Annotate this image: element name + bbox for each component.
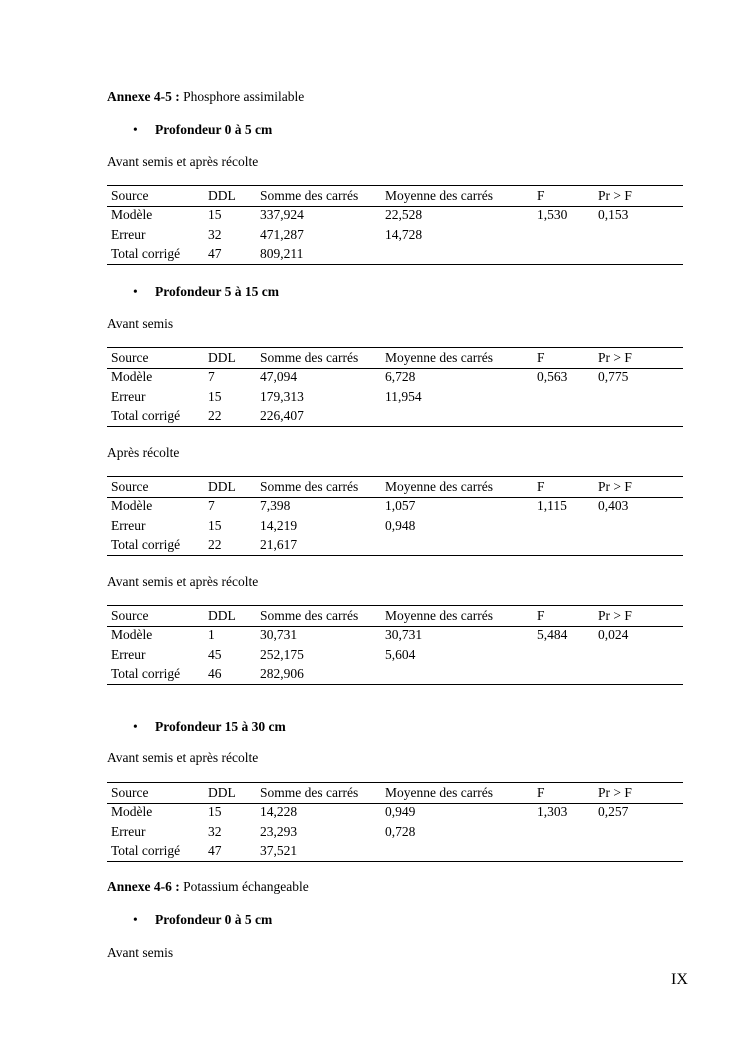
table-header-cell: Moyenne des carrés — [385, 785, 493, 800]
table-cell: 46 — [208, 666, 222, 681]
table-row — [107, 498, 683, 517]
table-cell: 6,728 — [385, 369, 416, 384]
table-header-cell: Moyenne des carrés — [385, 608, 493, 623]
table-cell: Erreur — [111, 646, 146, 662]
table-header-cell: Moyenne des carrés — [385, 350, 493, 365]
table-row — [107, 389, 683, 408]
table-cell: 1,057 — [385, 498, 416, 513]
table-cell: 32 — [208, 823, 222, 839]
table-cell: 0,728 — [385, 823, 416, 839]
table-cell: Erreur — [111, 823, 146, 839]
table-cell: Modèle — [111, 207, 153, 222]
table-cell: Modèle — [111, 804, 153, 819]
table-header-cell: Moyenne des carrés — [385, 479, 493, 494]
table-row — [107, 246, 683, 265]
page-number: IX — [671, 971, 688, 988]
table-header-cell: Pr > F — [598, 785, 632, 800]
table-cell: Erreur — [111, 226, 146, 242]
table-row — [107, 518, 683, 537]
table-cell: 7 — [208, 369, 215, 384]
subsection-label: Après récolte — [107, 445, 180, 460]
table-cell: Erreur — [111, 517, 146, 533]
depth-heading — [133, 719, 286, 735]
table-rule-top — [107, 605, 683, 606]
annex-label: Annexe 4-6 : — [107, 879, 180, 894]
table-cell: 15 — [208, 804, 222, 819]
depth-heading — [133, 284, 279, 300]
table-rule-top — [107, 782, 683, 783]
table-header-cell: F — [537, 785, 545, 800]
table-cell: 5,484 — [537, 627, 568, 642]
table-row — [107, 627, 683, 646]
table-header-row — [107, 785, 683, 804]
table-header-cell: DDL — [208, 350, 236, 365]
table-row — [107, 647, 683, 666]
table-cell: 282,906 — [260, 666, 304, 681]
table-cell: 23,293 — [260, 823, 298, 839]
table-header-cell: Pr > F — [598, 608, 632, 623]
table-cell: 0,257 — [598, 804, 629, 819]
table-cell: Modèle — [111, 498, 153, 513]
bullet-icon: • — [133, 122, 138, 137]
table-cell: 45 — [208, 646, 222, 662]
annex-title: Phosphore assimilable — [183, 89, 305, 104]
table-cell: Erreur — [111, 388, 146, 404]
table-cell: Total corrigé — [111, 843, 181, 858]
table-cell: 30,731 — [385, 627, 423, 642]
table-cell: Modèle — [111, 369, 153, 384]
table-header-cell: F — [537, 350, 545, 365]
table-header-cell: Source — [111, 608, 149, 623]
table-cell: 226,407 — [260, 408, 304, 423]
depth-heading — [133, 122, 272, 138]
depth-heading — [133, 912, 272, 928]
table-rule-top — [107, 347, 683, 348]
subsection-label: Avant semis et après récolte — [107, 574, 259, 589]
table-row — [107, 666, 683, 685]
table-cell: 7 — [208, 498, 215, 513]
table-cell: 337,924 — [260, 207, 304, 222]
table-cell: 1,530 — [537, 207, 568, 222]
table-header-cell: Somme des carrés — [260, 785, 359, 800]
table-header-cell: Source — [111, 479, 149, 494]
table-header-cell: F — [537, 479, 545, 494]
table-header-cell: DDL — [208, 188, 236, 203]
table-cell: 7,398 — [260, 498, 291, 513]
table-cell: 0,153 — [598, 207, 629, 222]
table-cell: 1,115 — [537, 498, 567, 513]
table-cell: Total corrigé — [111, 666, 181, 681]
table-cell: Modèle — [111, 627, 153, 642]
table-cell: 14,219 — [260, 517, 298, 533]
table-cell: 37,521 — [260, 843, 298, 858]
table-cell: 22,528 — [385, 207, 423, 222]
depth-label: Profondeur 5 à 15 cm — [155, 284, 279, 299]
table-rule-bottom — [107, 426, 683, 427]
table-cell: 11,954 — [385, 388, 422, 404]
table-cell: 47 — [208, 246, 222, 261]
table-row — [107, 408, 683, 427]
table-header-cell: Pr > F — [598, 188, 632, 203]
bullet-icon: • — [133, 912, 138, 927]
depth-label: Profondeur 15 à 30 cm — [155, 719, 286, 734]
table-cell: 0,563 — [537, 369, 568, 384]
table-header-cell: Somme des carrés — [260, 188, 359, 203]
table-rule-bottom — [107, 264, 683, 265]
table-row — [107, 227, 683, 246]
table-cell: 22 — [208, 537, 222, 552]
table-row — [107, 369, 683, 388]
table-header-cell: Somme des carrés — [260, 608, 359, 623]
table-cell: 30,731 — [260, 627, 298, 642]
table-cell: Total corrigé — [111, 537, 181, 552]
table-row — [107, 824, 683, 843]
table-header-cell: DDL — [208, 785, 236, 800]
table-row — [107, 804, 683, 823]
table-row — [107, 537, 683, 556]
table-cell: 15 — [208, 517, 222, 533]
table-cell: 5,604 — [385, 646, 416, 662]
subsection-label: Avant semis et après récolte — [107, 154, 259, 169]
table-header-cell: Source — [111, 350, 149, 365]
table-header-cell: F — [537, 188, 545, 203]
annex-title: Potassium échangeable — [183, 879, 309, 894]
table-rule-top — [107, 476, 683, 477]
table-rule-bottom — [107, 684, 683, 685]
table-header-cell: Somme des carrés — [260, 350, 359, 365]
table-header-row — [107, 608, 683, 627]
table-cell: Total corrigé — [111, 408, 181, 423]
bullet-icon: • — [133, 719, 138, 734]
table-header-cell: DDL — [208, 608, 236, 623]
table-row — [107, 207, 683, 226]
table-header-cell: Pr > F — [598, 350, 632, 365]
annex-heading-4-5 — [107, 89, 304, 105]
table-cell: 0,024 — [598, 627, 629, 642]
depth-label: Profondeur 0 à 5 cm — [155, 122, 273, 137]
table-cell: 21,617 — [260, 537, 298, 552]
annex-label: Annexe 4-5 : — [107, 89, 180, 104]
table-cell: 0,775 — [598, 369, 629, 384]
table-cell: 14,728 — [385, 226, 423, 242]
table-header-cell: F — [537, 608, 545, 623]
table-cell: 47,094 — [260, 369, 298, 384]
table-cell: 0,403 — [598, 498, 629, 513]
table-rule-bottom — [107, 861, 683, 862]
subsection-label: Avant semis et après récolte — [107, 750, 259, 765]
table-header-cell: Source — [111, 188, 149, 203]
table-cell: 252,175 — [260, 646, 304, 662]
table-header-row — [107, 188, 683, 207]
table-cell: 15 — [208, 388, 222, 404]
table-cell: 47 — [208, 843, 222, 858]
table-cell: 1 — [208, 627, 215, 642]
table-header-cell: Somme des carrés — [260, 479, 359, 494]
table-cell: 471,287 — [260, 226, 304, 242]
table-cell: 0,948 — [385, 517, 416, 533]
table-header-cell: Pr > F — [598, 479, 632, 494]
table-cell: 809,211 — [260, 246, 304, 261]
table-cell: 22 — [208, 408, 222, 423]
table-rule-bottom — [107, 555, 683, 556]
table-cell: 15 — [208, 207, 222, 222]
annex-heading-4-6 — [107, 879, 309, 895]
table-cell: Total corrigé — [111, 246, 181, 261]
table-header-row — [107, 479, 683, 498]
table-cell: 0,949 — [385, 804, 416, 819]
table-header-cell: DDL — [208, 479, 236, 494]
table-row — [107, 843, 683, 862]
table-header-row — [107, 350, 683, 369]
table-header-cell: Source — [111, 785, 149, 800]
subsection-label: Avant semis — [107, 316, 174, 331]
table-cell: 1,303 — [537, 804, 568, 819]
table-cell: 179,313 — [260, 388, 304, 404]
depth-label: Profondeur 0 à 5 cm — [155, 912, 273, 927]
table-cell: 14,228 — [260, 804, 298, 819]
table-cell: 32 — [208, 226, 222, 242]
table-header-cell: Moyenne des carrés — [385, 188, 493, 203]
bullet-icon: • — [133, 284, 138, 299]
subsection-label: Avant semis — [107, 945, 174, 960]
table-rule-top — [107, 185, 683, 186]
